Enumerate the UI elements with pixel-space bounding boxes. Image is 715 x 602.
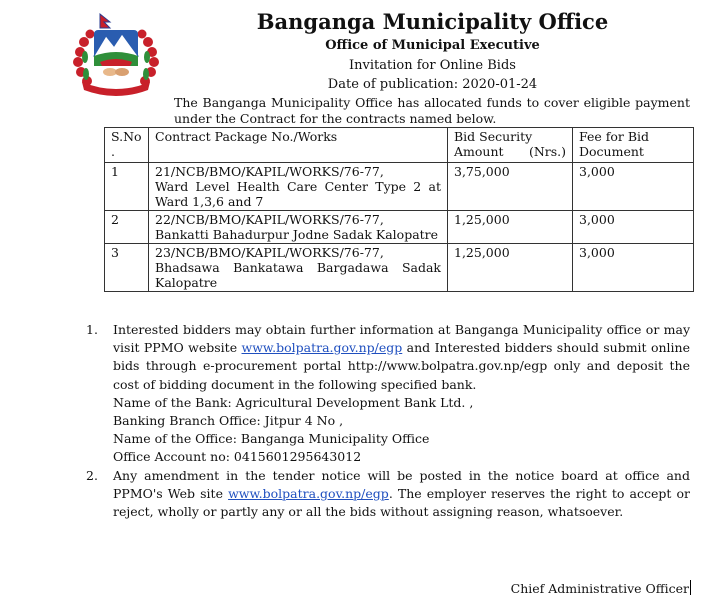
bank-name: Name of the Bank: Agricultural Development Bank Ltd. , xyxy=(113,394,474,410)
table-row xyxy=(105,211,694,244)
publication-date: Date of publication: 2020-01-24 xyxy=(327,77,538,92)
list-number: 1. xyxy=(86,322,98,337)
package-work: Bankatti Bahadurpur Jodne Sadak Kalopatre xyxy=(155,227,439,242)
package-work: Ward Level Health Care Center Type 2 at Ward 1,3,6 and 7 xyxy=(155,179,441,209)
cell-sno: 3 xyxy=(105,244,149,292)
cell-security: 3,75,000 xyxy=(448,163,573,211)
signature-text: Chief Administrative Officer xyxy=(510,581,689,596)
header-sno: S.No . xyxy=(105,128,149,163)
cell-sno: 1 xyxy=(105,163,149,211)
office-subtitle: Office of Municipal Executive xyxy=(325,38,540,53)
ppmo-link[interactable]: www.bolpatra.gov.np/egp xyxy=(241,340,403,356)
cell-fee: 3,000 xyxy=(573,211,694,244)
header-package: Contract Package No./Works xyxy=(149,128,448,163)
account-number: Office Account no: 0415601295643012 xyxy=(113,449,362,465)
cell-package xyxy=(149,163,448,211)
list-item xyxy=(86,467,690,522)
signature-line xyxy=(511,580,691,596)
cell-fee: 3,000 xyxy=(573,244,694,292)
list-item-text xyxy=(113,467,690,522)
office-name: Name of the Office: Banganga Municipality Office xyxy=(113,431,430,447)
item-text-post: . The employer reserves the right to accept or reject, wholly or partly any or all the bids without assigning reason, whatsoever. xyxy=(113,485,690,520)
item-text-pre: Any amendment in the tender notice will be posted in the notice board at office and PPMO's Web site xyxy=(113,467,690,501)
notice-title: Invitation for Online Bids xyxy=(349,58,516,73)
bank-branch: Banking Branch Office: Jitpur 4 No , xyxy=(113,413,344,429)
package-number: 23/NCB/BMO/KAPIL/WORKS/76-77, xyxy=(155,245,384,260)
cell-sno: 2 xyxy=(105,211,149,244)
intro-paragraph xyxy=(104,95,690,127)
package-number: 22/NCB/BMO/KAPIL/WORKS/76-77, xyxy=(155,212,384,227)
table-row xyxy=(105,163,694,211)
instructions-list xyxy=(86,321,690,521)
cell-package xyxy=(149,211,448,244)
cell-fee: 3,000 xyxy=(573,163,694,211)
table-row xyxy=(105,244,694,292)
nepal-emblem-icon xyxy=(70,12,162,96)
header-fee: Fee for Bid Document xyxy=(573,128,694,163)
item-text-post: and Interested bidders should submit online bids through e-procurement portal http://www.bolpatra.gov.np/egp only and deposit the cost of bidding document in the following specified bank. xyxy=(113,340,691,392)
bids-table xyxy=(104,127,694,292)
table-header-row xyxy=(105,128,694,163)
page-title: Banganga Municipality Office xyxy=(256,9,609,34)
text-cursor xyxy=(690,580,691,595)
header-security: Bid Security Amount (Nrs.) xyxy=(448,128,573,163)
package-work: Bhadsawa Bankatawa Bargadawa Sadak Kalopatre xyxy=(155,260,441,290)
ppmo-link[interactable]: www.bolpatra.gov.np/egp xyxy=(228,485,389,501)
intro-text: The Banganga Municipality Office has allocated funds to cover eligible payment under the Contract for the contracts named below. xyxy=(174,95,690,126)
list-number: 2. xyxy=(86,467,98,483)
package-number: 21/NCB/BMO/KAPIL/WORKS/76-77, xyxy=(155,164,384,179)
cell-security: 1,25,000 xyxy=(448,244,573,292)
cell-package xyxy=(149,244,448,292)
cell-security: 1,25,000 xyxy=(448,211,573,244)
list-item xyxy=(86,321,690,467)
item-text-pre: Interested bidders may obtain further information at Banganga Municipality office or may visit PPMO website xyxy=(113,322,690,356)
list-item-text xyxy=(113,321,690,394)
